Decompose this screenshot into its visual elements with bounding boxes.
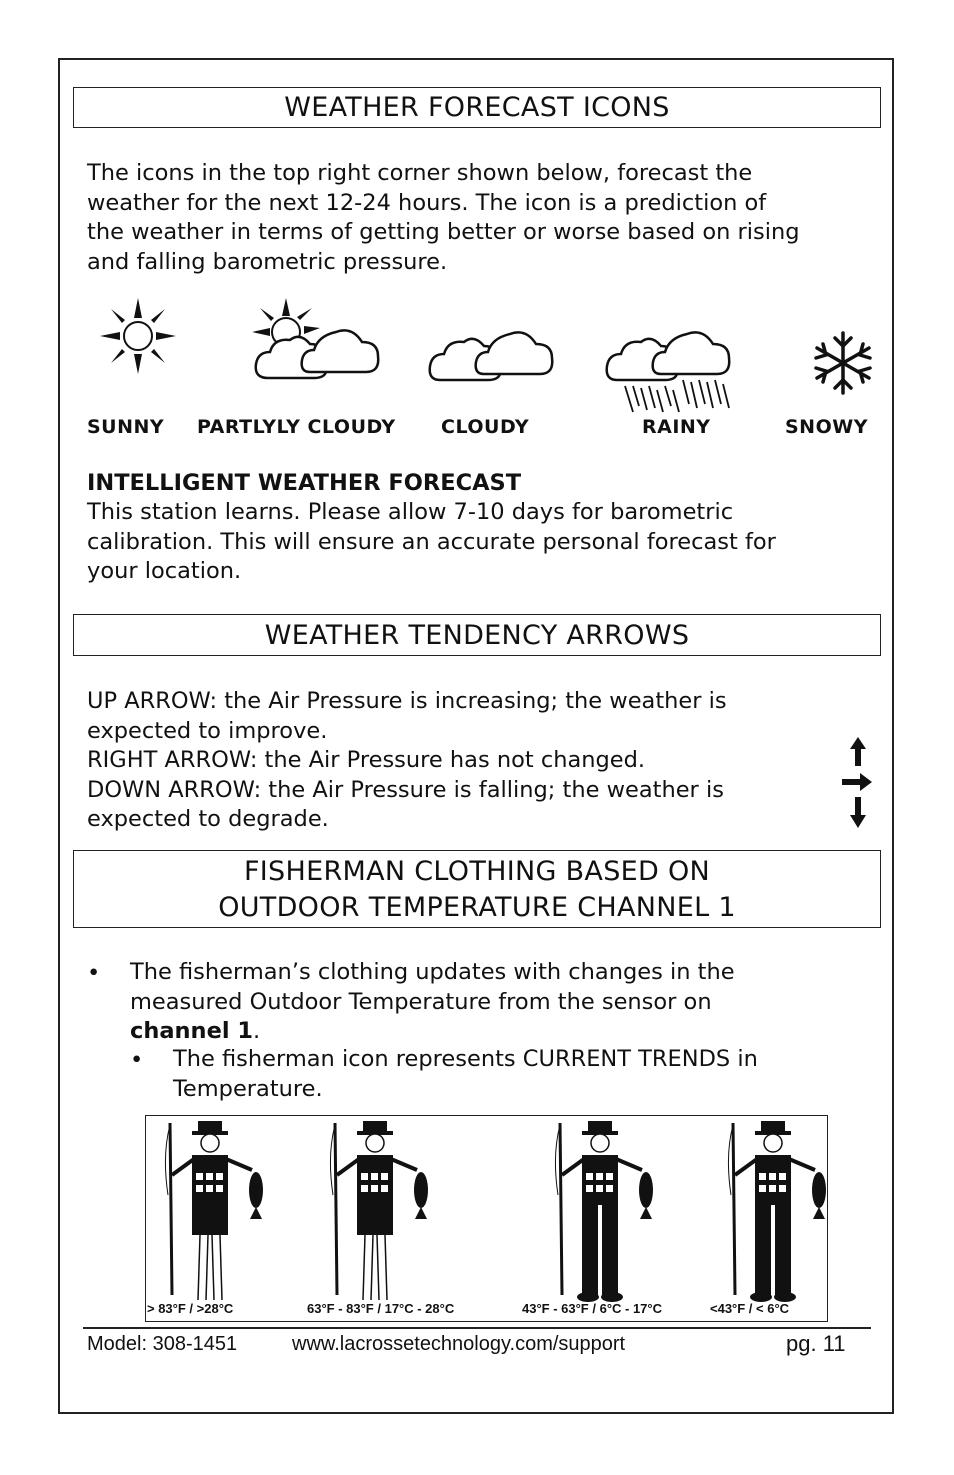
- partly-cloudy-icon: [248, 296, 383, 384]
- fisherman-heading-line1: FISHERMAN CLOTHING BASED ON: [243, 856, 711, 887]
- bullet-1-line: measured Outdoor Temperature from the sensor on: [130, 988, 712, 1015]
- fisherman-caption: 63°F - 83°F / 17°C - 28°C: [307, 1301, 455, 1316]
- bullet-1-period: .: [253, 1018, 261, 1044]
- icon-label-snowy: SNOWY: [785, 416, 868, 438]
- footer-url: www.lacrossetechnology.com/support: [292, 1333, 626, 1355]
- tendency-line: RIGHT ARROW: the Air Pressure has not changed.: [87, 747, 646, 773]
- forecast-line: the weather in terms of getting better or worse based on rising: [87, 219, 800, 245]
- fisherman-figure: [710, 1121, 826, 1316]
- bullet-1: [130, 958, 735, 1047]
- forecast-heading-text: WEATHER FORECAST ICONS: [284, 92, 670, 123]
- tendency-line: expected to degrade.: [87, 806, 329, 832]
- tendency-arrows-icon: [838, 735, 878, 830]
- bullet-2: [173, 1045, 758, 1104]
- fisherman-caption: 43°F - 63°F / 6°C - 17°C: [522, 1301, 663, 1316]
- fisherman-caption: > 83°F / >28°C: [147, 1301, 234, 1316]
- forecast-heading: [73, 87, 881, 128]
- icon-label-rainy: RAINY: [642, 416, 711, 438]
- intelligent-forecast-title: INTELLIGENT WEATHER FORECAST: [87, 470, 522, 496]
- fisherman-figure: [307, 1121, 455, 1316]
- icon-label-cloudy: CLOUDY: [441, 416, 530, 438]
- intelligent-line: This station learns. Please allow 7-10 days for barometric: [87, 499, 734, 525]
- fisherman-caption: <43°F / < 6°C: [710, 1301, 790, 1316]
- bullet-dot-2: •: [130, 1047, 144, 1073]
- fisherman-heading: [73, 850, 881, 928]
- footer-page-number: pg. 11: [786, 1331, 846, 1356]
- bullet-1-line: The fisherman’s clothing updates with changes in the: [130, 959, 735, 985]
- icon-label-partly-cloudy: PARTLYLY CLOUDY: [197, 416, 396, 438]
- bullet-1-line: [130, 1017, 735, 1047]
- snowflake-icon: [810, 330, 876, 396]
- channel-bold: channel 1: [130, 1018, 254, 1044]
- tendency-heading-text: WEATHER TENDENCY ARROWS: [264, 620, 690, 651]
- forecast-line: The icons in the top right corner shown below, forecast the: [87, 160, 753, 186]
- forecast-line: and falling barometric pressure.: [87, 248, 448, 275]
- tendency-body: [87, 687, 727, 835]
- bullet-2-line: Temperature.: [173, 1075, 323, 1102]
- tendency-heading: [73, 614, 881, 656]
- fisherman-illustrations: [145, 1115, 828, 1322]
- intelligent-line: your location.: [87, 558, 242, 584]
- intelligent-forecast-body: [87, 498, 776, 587]
- footer-rule: [83, 1327, 871, 1329]
- fisherman-heading-line2: OUTDOOR TEMPERATURE CHANNEL 1: [218, 892, 736, 923]
- footer-model: Model: 308-1451: [87, 1333, 238, 1355]
- icon-label-sunny: SUNNY: [87, 416, 165, 438]
- cloud-icon: [426, 318, 556, 384]
- sun-icon: [98, 296, 178, 376]
- fisherman-figure: [522, 1121, 663, 1316]
- fisherman-figure: [147, 1121, 263, 1316]
- bullet-2-line: The fisherman icon represents CURRENT TRENDS in: [173, 1046, 758, 1072]
- tendency-line: DOWN ARROW: the Air Pressure is falling; the weather is: [87, 776, 724, 803]
- bullet-dot: •: [87, 960, 101, 986]
- tendency-line: UP ARROW: the Air Pressure is increasing; the weather is: [87, 688, 727, 714]
- forecast-line: weather for the next 12-24 hours. The icon is a prediction of: [87, 189, 767, 216]
- intelligent-line: calibration. This will ensure an accurate personal forecast for: [87, 528, 776, 555]
- forecast-body: [87, 159, 800, 277]
- rain-icon: [603, 320, 733, 416]
- tendency-line: expected to improve.: [87, 717, 328, 744]
